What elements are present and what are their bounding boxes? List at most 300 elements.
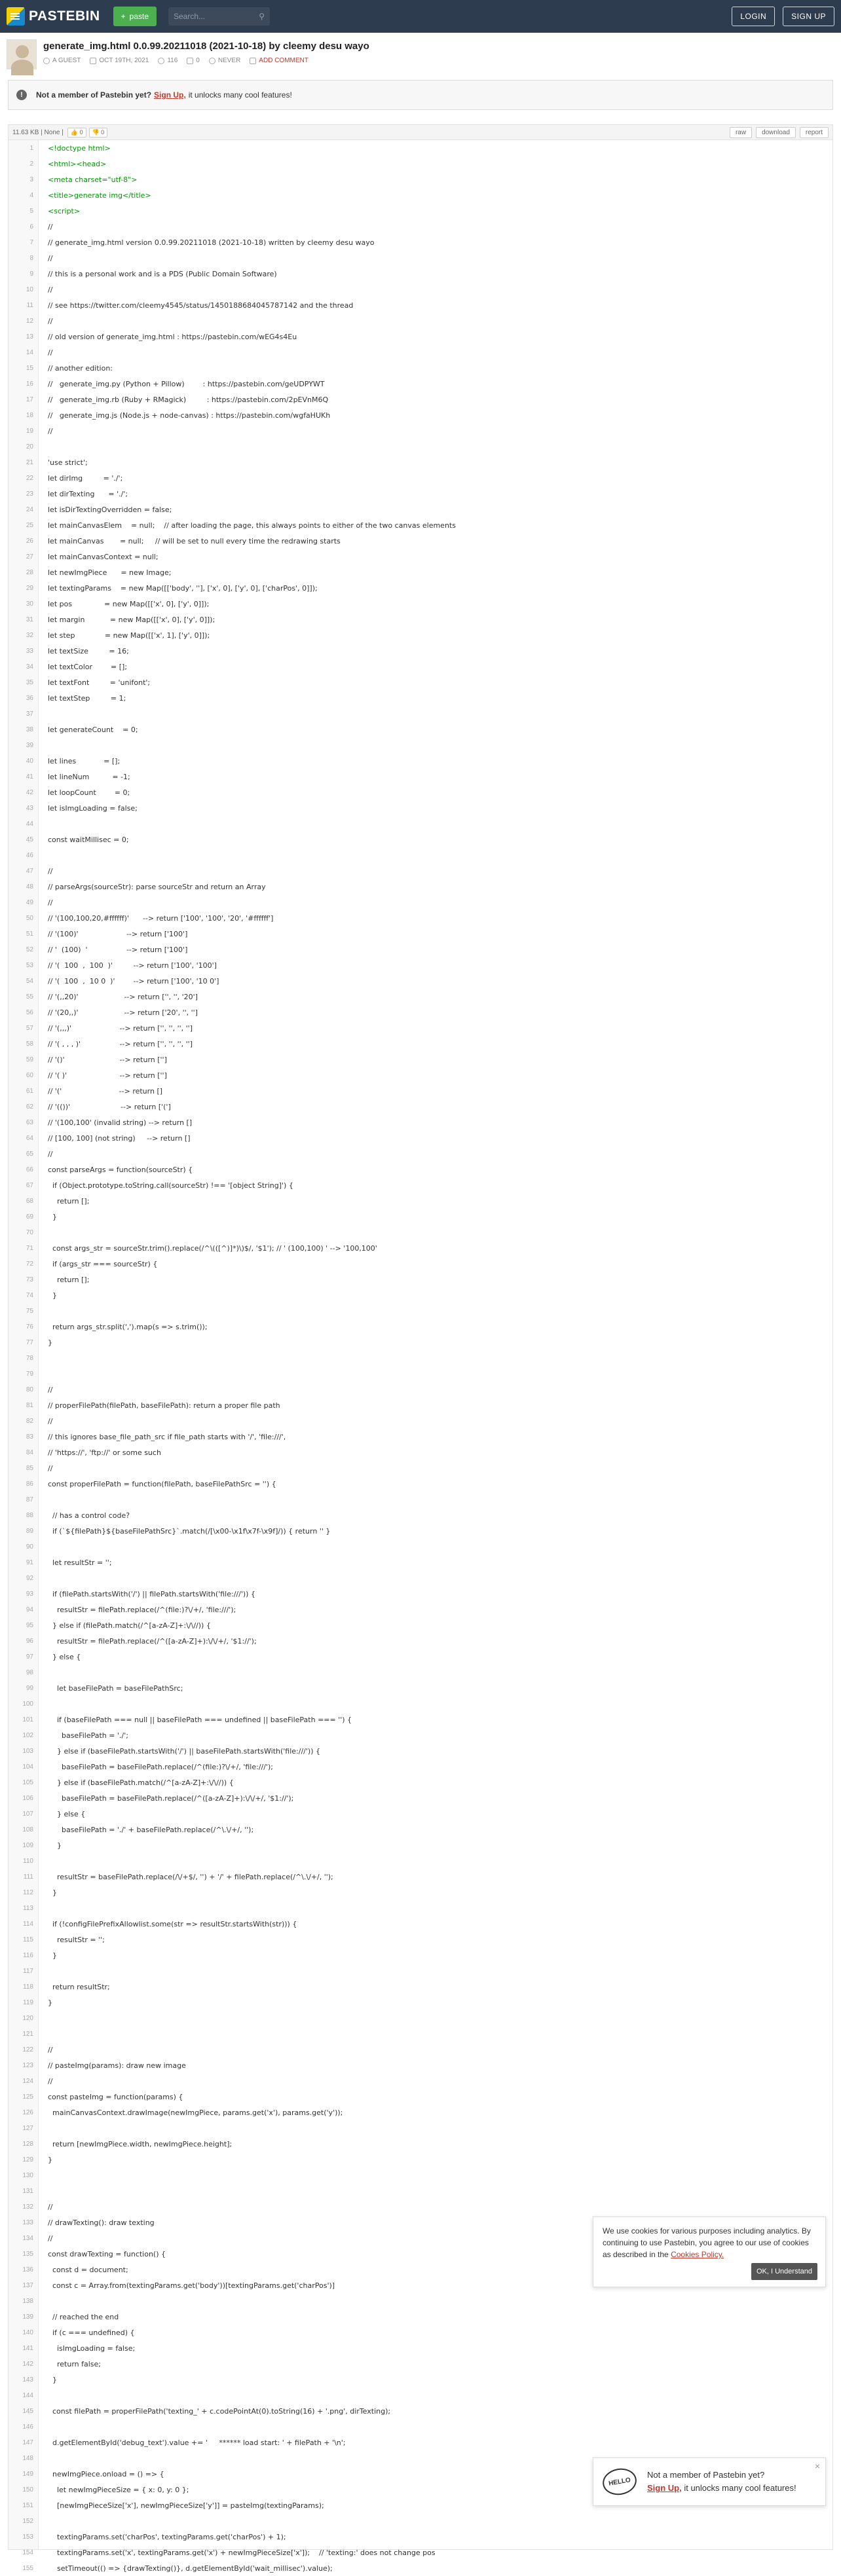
code-text: // '( )' --> return [''] [48, 1071, 167, 1080]
code-text: if (baseFilePath === null || baseFilePath === undefined || baseFilePath === '') { [48, 1715, 352, 1724]
signup-notice [8, 80, 833, 110]
code-line [9, 2309, 832, 2325]
dislike-count: 0 [101, 128, 105, 136]
line-number: 15 [26, 364, 33, 372]
code-line [9, 1083, 832, 1099]
line-number: 8 [29, 254, 33, 262]
line-number: 110 [23, 1857, 33, 1865]
code-line [9, 2372, 832, 2387]
code-text: if (!configFilePrefixAllowlist.some(str => resultStr.startsWith(str))) { [48, 1919, 297, 1928]
line-number: 130 [22, 2171, 33, 2179]
add-comment-label: ADD COMMENT [259, 57, 308, 64]
line-number: 58 [26, 1040, 33, 1048]
code-line [9, 1963, 832, 1979]
code-line [9, 690, 832, 706]
line-number: 42 [26, 788, 33, 796]
line-number: 138 [22, 2297, 33, 2305]
code-text: let textSize = 16; [48, 646, 129, 655]
line-number: 83 [26, 1433, 33, 1441]
logo[interactable] [7, 7, 100, 26]
code-text: // '(' --> return [] [48, 1086, 163, 1095]
line-number: 145 [22, 2407, 33, 2415]
line-number: 139 [22, 2313, 33, 2321]
code-text: let baseFilePath = baseFilePathSrc; [48, 1684, 183, 1693]
code-line [9, 894, 832, 910]
line-number: 119 [23, 1998, 33, 2006]
line-number: 88 [26, 1511, 33, 1519]
line-number: 103 [22, 1747, 33, 1755]
cookie-policy-link[interactable]: Cookies Policy. [671, 2250, 724, 2259]
login-button[interactable]: LOGIN [732, 7, 775, 26]
code-line [9, 1413, 832, 1429]
raw-button[interactable]: raw [730, 127, 752, 138]
code-text: // reached the end [48, 2312, 119, 2321]
line-number: 136 [22, 2266, 33, 2273]
line-number: 155 [22, 2564, 33, 2572]
code-line [9, 187, 832, 203]
logo-text: PASTEBIN [29, 9, 100, 24]
line-number: 144 [22, 2391, 33, 2399]
code-text: const drawTexting = function() { [48, 2249, 166, 2258]
code-text: // [48, 2234, 53, 2243]
search-placeholder: Search... [174, 12, 206, 21]
line-number: 124 [22, 2077, 33, 2085]
code-line [9, 1130, 832, 1146]
code-line [9, 564, 832, 580]
code-line [9, 2167, 832, 2183]
line-number: 36 [26, 694, 33, 702]
line-number: 154 [22, 2548, 33, 2556]
code-text: // generate_img.py (Python + Pillow) : https://pastebin.com/geUDPYWT [48, 379, 325, 388]
code-text: textingParams.set('x', textingParams.get('x') + newImgPieceSize['x']); // 'texting:' does not change pos [48, 2548, 436, 2557]
views-meta [158, 57, 178, 64]
code-line [9, 1979, 832, 1995]
author-meta[interactable] [43, 57, 81, 64]
code-text: textingParams.set('charPos', textingParams.get('charPos') + 1); [48, 2532, 286, 2541]
line-number: 10 [26, 285, 33, 293]
code-line [9, 1900, 832, 1916]
code-line [9, 1020, 832, 1036]
line-number: 34 [26, 663, 33, 671]
code-line [9, 1649, 832, 1665]
code-line [9, 1397, 832, 1413]
code-line [9, 486, 832, 502]
code-line [9, 2529, 832, 2545]
code-line [9, 2183, 832, 2199]
line-number: 17 [26, 396, 33, 403]
code-line [9, 1995, 832, 2010]
line-number: 118 [23, 1983, 33, 1991]
code-line [9, 219, 832, 234]
code-line [9, 423, 832, 439]
line-number: 77 [26, 1338, 33, 1346]
code-text: let pos = new Map([['x', 0], ['y', 0]]); [48, 599, 210, 608]
logo-icon [7, 7, 25, 26]
code-text: resultStr = filePath.replace(/^([a-zA-Z]+):\/\/+/, '$1://'); [48, 1636, 257, 1646]
code-view[interactable] [8, 140, 833, 2573]
like-count: 0 [79, 128, 83, 136]
line-number: 57 [26, 1024, 33, 1032]
code-line [9, 2340, 832, 2356]
line-number: 20 [26, 443, 33, 451]
code-text: // [48, 316, 53, 325]
line-number: 120 [22, 2014, 33, 2022]
expiry-value: NEVER [217, 57, 241, 64]
code-line [9, 250, 832, 266]
line-number: 72 [26, 1260, 33, 1268]
code-line [9, 1507, 832, 1523]
line-number: 53 [26, 961, 33, 969]
code-line [9, 1350, 832, 1366]
line-number: 129 [22, 2156, 33, 2163]
line-number: 46 [26, 851, 33, 859]
code-line [9, 942, 832, 957]
code-line [9, 957, 832, 973]
code-text: } [48, 1998, 52, 2007]
line-number: 41 [26, 773, 33, 781]
code-line [9, 1177, 832, 1193]
code-line [9, 627, 832, 643]
line-number: 128 [22, 2140, 33, 2148]
code-text: const d = document; [48, 2265, 128, 2274]
code-line [9, 816, 832, 832]
code-text: let textFont = 'unifont'; [48, 678, 151, 687]
code-line [9, 1303, 832, 1319]
line-number: 70 [26, 1228, 33, 1236]
code-text: return args_str.split(',').map(s => s.trim()); [48, 1322, 208, 1331]
line-number: 102 [22, 1731, 33, 1739]
code-text: let lines = []; [48, 756, 121, 765]
notice-bold: Not a member of Pastebin yet? [36, 90, 152, 100]
code-line [9, 1759, 832, 1775]
line-number: 9 [29, 270, 33, 278]
code-text: // old version of generate_img.html : https://pastebin.com/wEG4s4Eu [48, 332, 297, 341]
code-line [9, 1382, 832, 1397]
code-text: <title>generate img</title> [48, 191, 151, 200]
code-text: let generateCount = 0; [48, 725, 138, 734]
cookie-text: We use cookies for various purposes including analytics. By continuing to use Pastebin, you agree to our use of cookies as described in the [603, 2226, 811, 2259]
code-text: let mainCanvasElem = null; // after loading the page, this always points to either of the two canvas elements [48, 521, 456, 530]
line-number: 148 [22, 2454, 33, 2462]
code-line [9, 910, 832, 926]
code-text: } [48, 1888, 57, 1897]
line-number: 69 [26, 1213, 33, 1221]
author-name: A GUEST [52, 57, 81, 64]
code-line [9, 439, 832, 454]
code-line [9, 156, 832, 172]
code-line [9, 1837, 832, 1853]
paste-size: 11.63 KB | None | [12, 128, 64, 136]
code-text: // another edition: [48, 363, 113, 373]
info-icon: ! [16, 90, 27, 100]
code-text: let resultStr = ''; [48, 1558, 112, 1567]
cookie-ok-button[interactable]: OK, I Understand [751, 2263, 817, 2280]
code-text: // '(100)' --> return ['100'] [48, 929, 188, 938]
code-text: // this is a personal work and is a PDS (Public Domain Software) [48, 269, 277, 278]
line-number: 127 [22, 2124, 33, 2132]
code-line [9, 784, 832, 800]
code-text: // '(())' --> return ['('] [48, 1102, 171, 1111]
code-text: const filePath = properFilePath('texting_' + c.codePointAt(0).toString(16) + '.png', dirTexting); [48, 2406, 391, 2416]
code-line [9, 1743, 832, 1759]
line-number: 3 [29, 175, 33, 183]
dislike-button[interactable]: 👎 0 [89, 128, 108, 138]
stars-meta[interactable] [187, 57, 200, 64]
code-text: <script> [48, 206, 81, 215]
code-line [9, 1052, 832, 1067]
code-line [9, 1947, 832, 1963]
code-line [9, 737, 832, 753]
line-number: 68 [26, 1197, 33, 1205]
code-text: if (filePath.startsWith('/') || filePath.startsWith('file:///')) { [48, 1589, 255, 1598]
code-line [9, 1775, 832, 1790]
code-line [9, 1429, 832, 1444]
code-line [9, 2293, 832, 2309]
code-line [9, 329, 832, 344]
code-line [9, 2545, 832, 2560]
code-text: // '(100,100' (invalid string) --> return [] [48, 1118, 193, 1127]
code-line [9, 1334, 832, 1350]
code-text: } [48, 2155, 52, 2164]
code-line [9, 2419, 832, 2435]
line-number: 92 [26, 1574, 33, 1582]
code-line [9, 1444, 832, 1460]
line-number: 39 [26, 741, 33, 749]
line-number: 100 [22, 1700, 33, 1708]
line-number: 105 [22, 1778, 33, 1786]
code-line [9, 1555, 832, 1570]
code-text: // [48, 1416, 53, 1426]
line-number: 113 [23, 1904, 33, 1912]
code-line [9, 800, 832, 816]
code-text: <meta charset="utf-8"> [48, 175, 138, 184]
code-line [9, 282, 832, 297]
code-line [9, 1586, 832, 1602]
line-number: 142 [22, 2360, 33, 2368]
like-button[interactable]: 👍 0 [67, 128, 86, 138]
code-text: } [48, 1291, 57, 1300]
code-text: // [48, 2202, 53, 2211]
line-number: 111 [23, 1873, 33, 1881]
line-number: 16 [26, 380, 33, 388]
code-line [9, 1696, 832, 1712]
code-text: resultStr = ''; [48, 1935, 105, 1944]
download-button[interactable]: download [756, 127, 796, 138]
code-line [9, 659, 832, 674]
code-line [9, 392, 832, 407]
signup-button[interactable]: SIGN UP [783, 7, 834, 26]
code-line [9, 1099, 832, 1114]
code-text: let newImgPieceSize = { x: 0, y: 0 }; [48, 2485, 189, 2494]
code-line [9, 1366, 832, 1382]
calendar-icon [90, 58, 96, 64]
add-comment-link[interactable] [250, 57, 308, 64]
line-number: 5 [29, 207, 33, 215]
code-text: let isDirTextingOverridden = false; [48, 505, 172, 514]
code-line [9, 517, 832, 533]
line-number: 60 [26, 1071, 33, 1079]
code-text: return []; [48, 1196, 90, 1205]
code-text: // [48, 2076, 53, 2086]
code-line [9, 2152, 832, 2167]
line-number: 67 [26, 1181, 33, 1189]
code-text: // '(,,20)' --> return ['', '', '20'] [48, 992, 198, 1001]
code-line [9, 596, 832, 612]
code-text: let textingParams = new Map([['body', ''], ['x', 0], ['y', 0], ['charPos', 0]]); [48, 583, 318, 593]
code-line [9, 832, 832, 847]
code-line [9, 1272, 832, 1287]
code-line [9, 1570, 832, 1586]
code-text: if (c === undefined) { [48, 2328, 135, 2337]
code-text: if (Object.prototype.toString.call(sourceStr) !== '[object String]') { [48, 1181, 293, 1190]
line-number: 150 [22, 2486, 33, 2493]
code-text: // drawTexting(): draw texting [48, 2218, 155, 2227]
line-number: 133 [22, 2218, 33, 2226]
line-number: 123 [22, 2061, 33, 2069]
line-number: 71 [26, 1244, 33, 1252]
code-line [9, 203, 832, 219]
line-number: 28 [26, 568, 33, 576]
code-line [9, 2325, 832, 2340]
promo-line1: Not a member of Pastebin yet? [647, 2470, 765, 2480]
line-number: 55 [26, 993, 33, 1001]
code-line [9, 1712, 832, 1727]
code-text: let textColor = []; [48, 662, 128, 671]
close-icon[interactable]: × [814, 2461, 820, 2471]
plus-icon: + [121, 12, 126, 21]
code-text: baseFilePath = './' + baseFilePath.replace(/^\.\/+/, ''); [48, 1825, 254, 1834]
line-number: 109 [22, 1841, 33, 1849]
line-number: 115 [23, 1936, 33, 1943]
line-number: 146 [22, 2423, 33, 2431]
code-line [9, 612, 832, 627]
line-number: 126 [22, 2108, 33, 2116]
code-line [9, 1114, 832, 1130]
promo-signup-link[interactable]: Sign Up, [647, 2483, 682, 2493]
code-text: // '( , , , )' --> return ['', '', '', ''] [48, 1039, 193, 1048]
code-text: let isImgLoading = false; [48, 803, 138, 813]
code-line [9, 407, 832, 423]
new-paste-label: paste [129, 12, 149, 21]
code-line [9, 973, 832, 989]
hello-badge: HELLO [601, 2466, 639, 2497]
line-number: 151 [22, 2501, 33, 2509]
line-number: 141 [22, 2344, 33, 2352]
code-text: const args_str = sourceStr.trim().replace(/^\(([^)]*)\)$/, '$1'); // ' (100,100) ' --> '100,100' [48, 1243, 377, 1253]
code-line [9, 2026, 832, 2042]
code-text: let newImgPiece = new Image; [48, 568, 172, 577]
line-number: 56 [26, 1008, 33, 1016]
line-number: 125 [22, 2093, 33, 2101]
line-number: 131 [22, 2187, 33, 2195]
line-number: 7 [29, 238, 33, 246]
code-text: <!doctype html> [48, 143, 111, 153]
paste-date: OCT 19TH, 2021 [99, 57, 149, 64]
line-number: 95 [26, 1621, 33, 1629]
code-line [9, 2057, 832, 2073]
notice-signup-link[interactable]: Sign Up, [154, 90, 186, 100]
code-line [9, 863, 832, 879]
code-line [9, 234, 832, 250]
code-line [9, 172, 832, 187]
code-text: // generate_img.js (Node.js + node-canvas) : https://pastebin.com/wgfaHUKh [48, 411, 331, 420]
line-number: 78 [26, 1354, 33, 1362]
line-number: 35 [26, 678, 33, 686]
code-text: } [48, 1841, 62, 1850]
code-text: isImgLoading = false; [48, 2344, 136, 2353]
line-number: 63 [26, 1118, 33, 1126]
line-number: 147 [22, 2438, 33, 2446]
code-line [9, 847, 832, 863]
code-text: // [48, 348, 53, 357]
expiry-meta [209, 57, 240, 64]
code-text: } else { [48, 1809, 86, 1818]
report-button[interactable]: report [800, 127, 829, 138]
search-icon[interactable]: ⚲ [259, 12, 265, 21]
date-meta [90, 57, 149, 64]
code-text: // [48, 1385, 53, 1394]
code-text: [newImgPieceSize['x'], newImgPieceSize['y']] = pasteImg(textingParams); [48, 2501, 324, 2510]
code-text: if (args_str === sourceStr) { [48, 1259, 158, 1268]
line-number: 59 [26, 1056, 33, 1063]
code-line [9, 549, 832, 564]
new-paste-button[interactable] [113, 7, 157, 26]
line-number: 52 [26, 946, 33, 953]
code-text: // ' (100) ' --> return ['100'] [48, 945, 188, 954]
code-text: // [48, 426, 53, 435]
code-text: // pasteImg(params): draw new image [48, 2061, 186, 2070]
line-number: 61 [26, 1087, 33, 1095]
code-line [9, 1067, 832, 1083]
line-number: 64 [26, 1134, 33, 1142]
line-number: 143 [22, 2376, 33, 2383]
promo-line2: it unlocks many cool features! [684, 2483, 796, 2493]
notice-rest: it unlocks many cool features! [188, 90, 292, 100]
code-line [9, 1885, 832, 1900]
code-text: } [48, 1338, 52, 1347]
code-line [9, 2089, 832, 2105]
line-number: 93 [26, 1590, 33, 1598]
code-text: // '()' --> return [''] [48, 1055, 167, 1064]
code-line [9, 1256, 832, 1272]
line-number: 96 [26, 1637, 33, 1645]
code-text: newImgPiece.onload = () => { [48, 2469, 164, 2478]
code-line [9, 2435, 832, 2450]
line-number: 74 [26, 1291, 33, 1299]
code-text: let step = new Map([['x', 1], ['y', 0]]); [48, 631, 210, 640]
code-text: // [100, 100] (not string) --> return [] [48, 1133, 191, 1143]
code-text: // [48, 1149, 53, 1158]
code-toolbar [8, 124, 833, 140]
code-text: } else { [48, 1652, 81, 1661]
paste-title: generate_img.html 0.0.99.20211018 (2021-10-18) by cleemy desu wayo [43, 41, 369, 52]
views-count: 116 [167, 57, 178, 64]
code-text: const pasteImg = function(params) { [48, 2092, 183, 2101]
code-line [9, 2073, 832, 2089]
code-line [9, 1319, 832, 1334]
line-number: 23 [26, 490, 33, 498]
line-number: 81 [26, 1401, 33, 1409]
stars-count: 0 [196, 57, 200, 64]
code-text: } else if (filePath.match(/^[a-zA-Z]+:\/\//)) { [48, 1621, 211, 1630]
search-input[interactable] [168, 7, 270, 26]
code-line [9, 1633, 832, 1649]
code-line [9, 1146, 832, 1162]
line-number: 85 [26, 1464, 33, 1472]
line-number: 27 [26, 553, 33, 561]
line-number: 47 [26, 867, 33, 875]
line-number: 114 [23, 1920, 33, 1928]
